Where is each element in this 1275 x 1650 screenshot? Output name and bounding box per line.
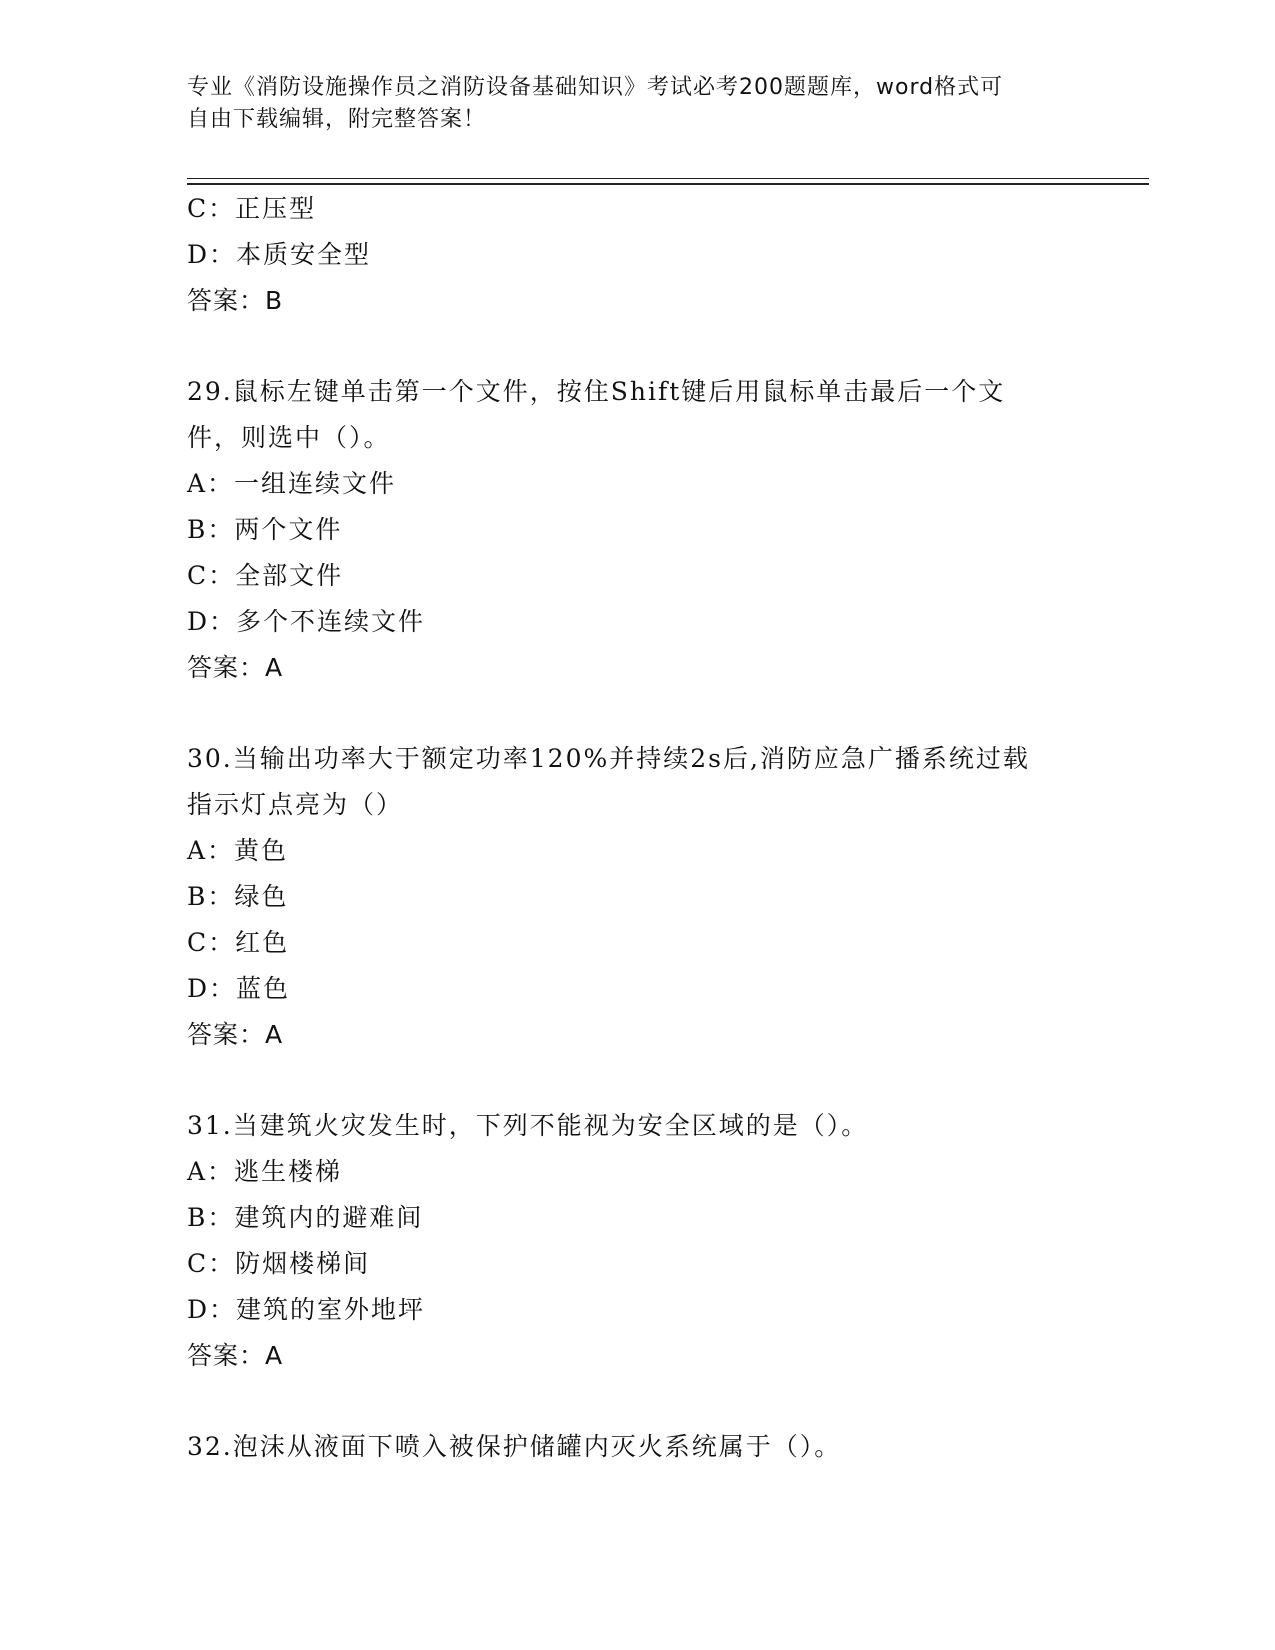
question-block-28 xyxy=(187,186,1087,324)
question-block-31 xyxy=(187,1103,1087,1379)
option-b: B：绿色 xyxy=(187,882,289,911)
answer-line: 答案：B xyxy=(187,286,284,315)
option-c: C：防烟楼梯间 xyxy=(187,1249,371,1278)
question-text-line-1: 30.当输出功率大于额定功率120%并持续2s后,消防应急广播系统过载 xyxy=(187,744,1030,773)
question-text-line-1: 31.当建筑火灾发生时，下列不能视为安全区域的是（）。 xyxy=(187,1111,869,1140)
option-a: A：一组连续文件 xyxy=(187,469,397,498)
option-b: B：两个文件 xyxy=(187,515,343,544)
header-line-1: 专业《消防设施操作员之消防设备基础知识》考试必考200题题库，word格式可 xyxy=(187,75,1004,100)
question-text-line-2: 件，则选中（）。 xyxy=(187,423,391,452)
question-list xyxy=(187,186,1087,1470)
option-a: A：逃生楼梯 xyxy=(187,1157,343,1186)
option-d: D：建筑的室外地坪 xyxy=(187,1295,426,1324)
option-a: A：黄色 xyxy=(187,836,289,865)
option-b: B：建筑内的避难间 xyxy=(187,1203,424,1232)
option-c: C：正压型 xyxy=(187,194,317,223)
document-header xyxy=(187,72,1067,136)
option-d: D：多个不连续文件 xyxy=(187,607,426,636)
answer-line: 答案：A xyxy=(187,653,284,682)
question-text-line-1: 29.鼠标左键单击第一个文件，按住Shift键后用鼠标单击最后一个文 xyxy=(187,377,1006,406)
header-line-2: 自由下载编辑，附完整答案！ xyxy=(187,107,487,132)
header-rule-thick xyxy=(187,183,1149,185)
question-block-30 xyxy=(187,736,1087,1058)
question-block-32 xyxy=(187,1424,1087,1470)
option-d: D：本质安全型 xyxy=(187,240,372,269)
option-c: C：红色 xyxy=(187,928,290,957)
answer-line: 答案：A xyxy=(187,1020,284,1049)
question-text-line-2: 指示灯点亮为（） xyxy=(187,790,404,819)
option-d: D：蓝色 xyxy=(187,974,291,1003)
option-c: C：全部文件 xyxy=(187,561,344,590)
header-rule-thin xyxy=(187,178,1149,179)
answer-line: 答案：A xyxy=(187,1341,284,1370)
question-block-29 xyxy=(187,369,1087,691)
question-text-line-1: 32.泡沫从液面下喷入被保护储罐内灭火系统属于（）。 xyxy=(187,1432,842,1461)
